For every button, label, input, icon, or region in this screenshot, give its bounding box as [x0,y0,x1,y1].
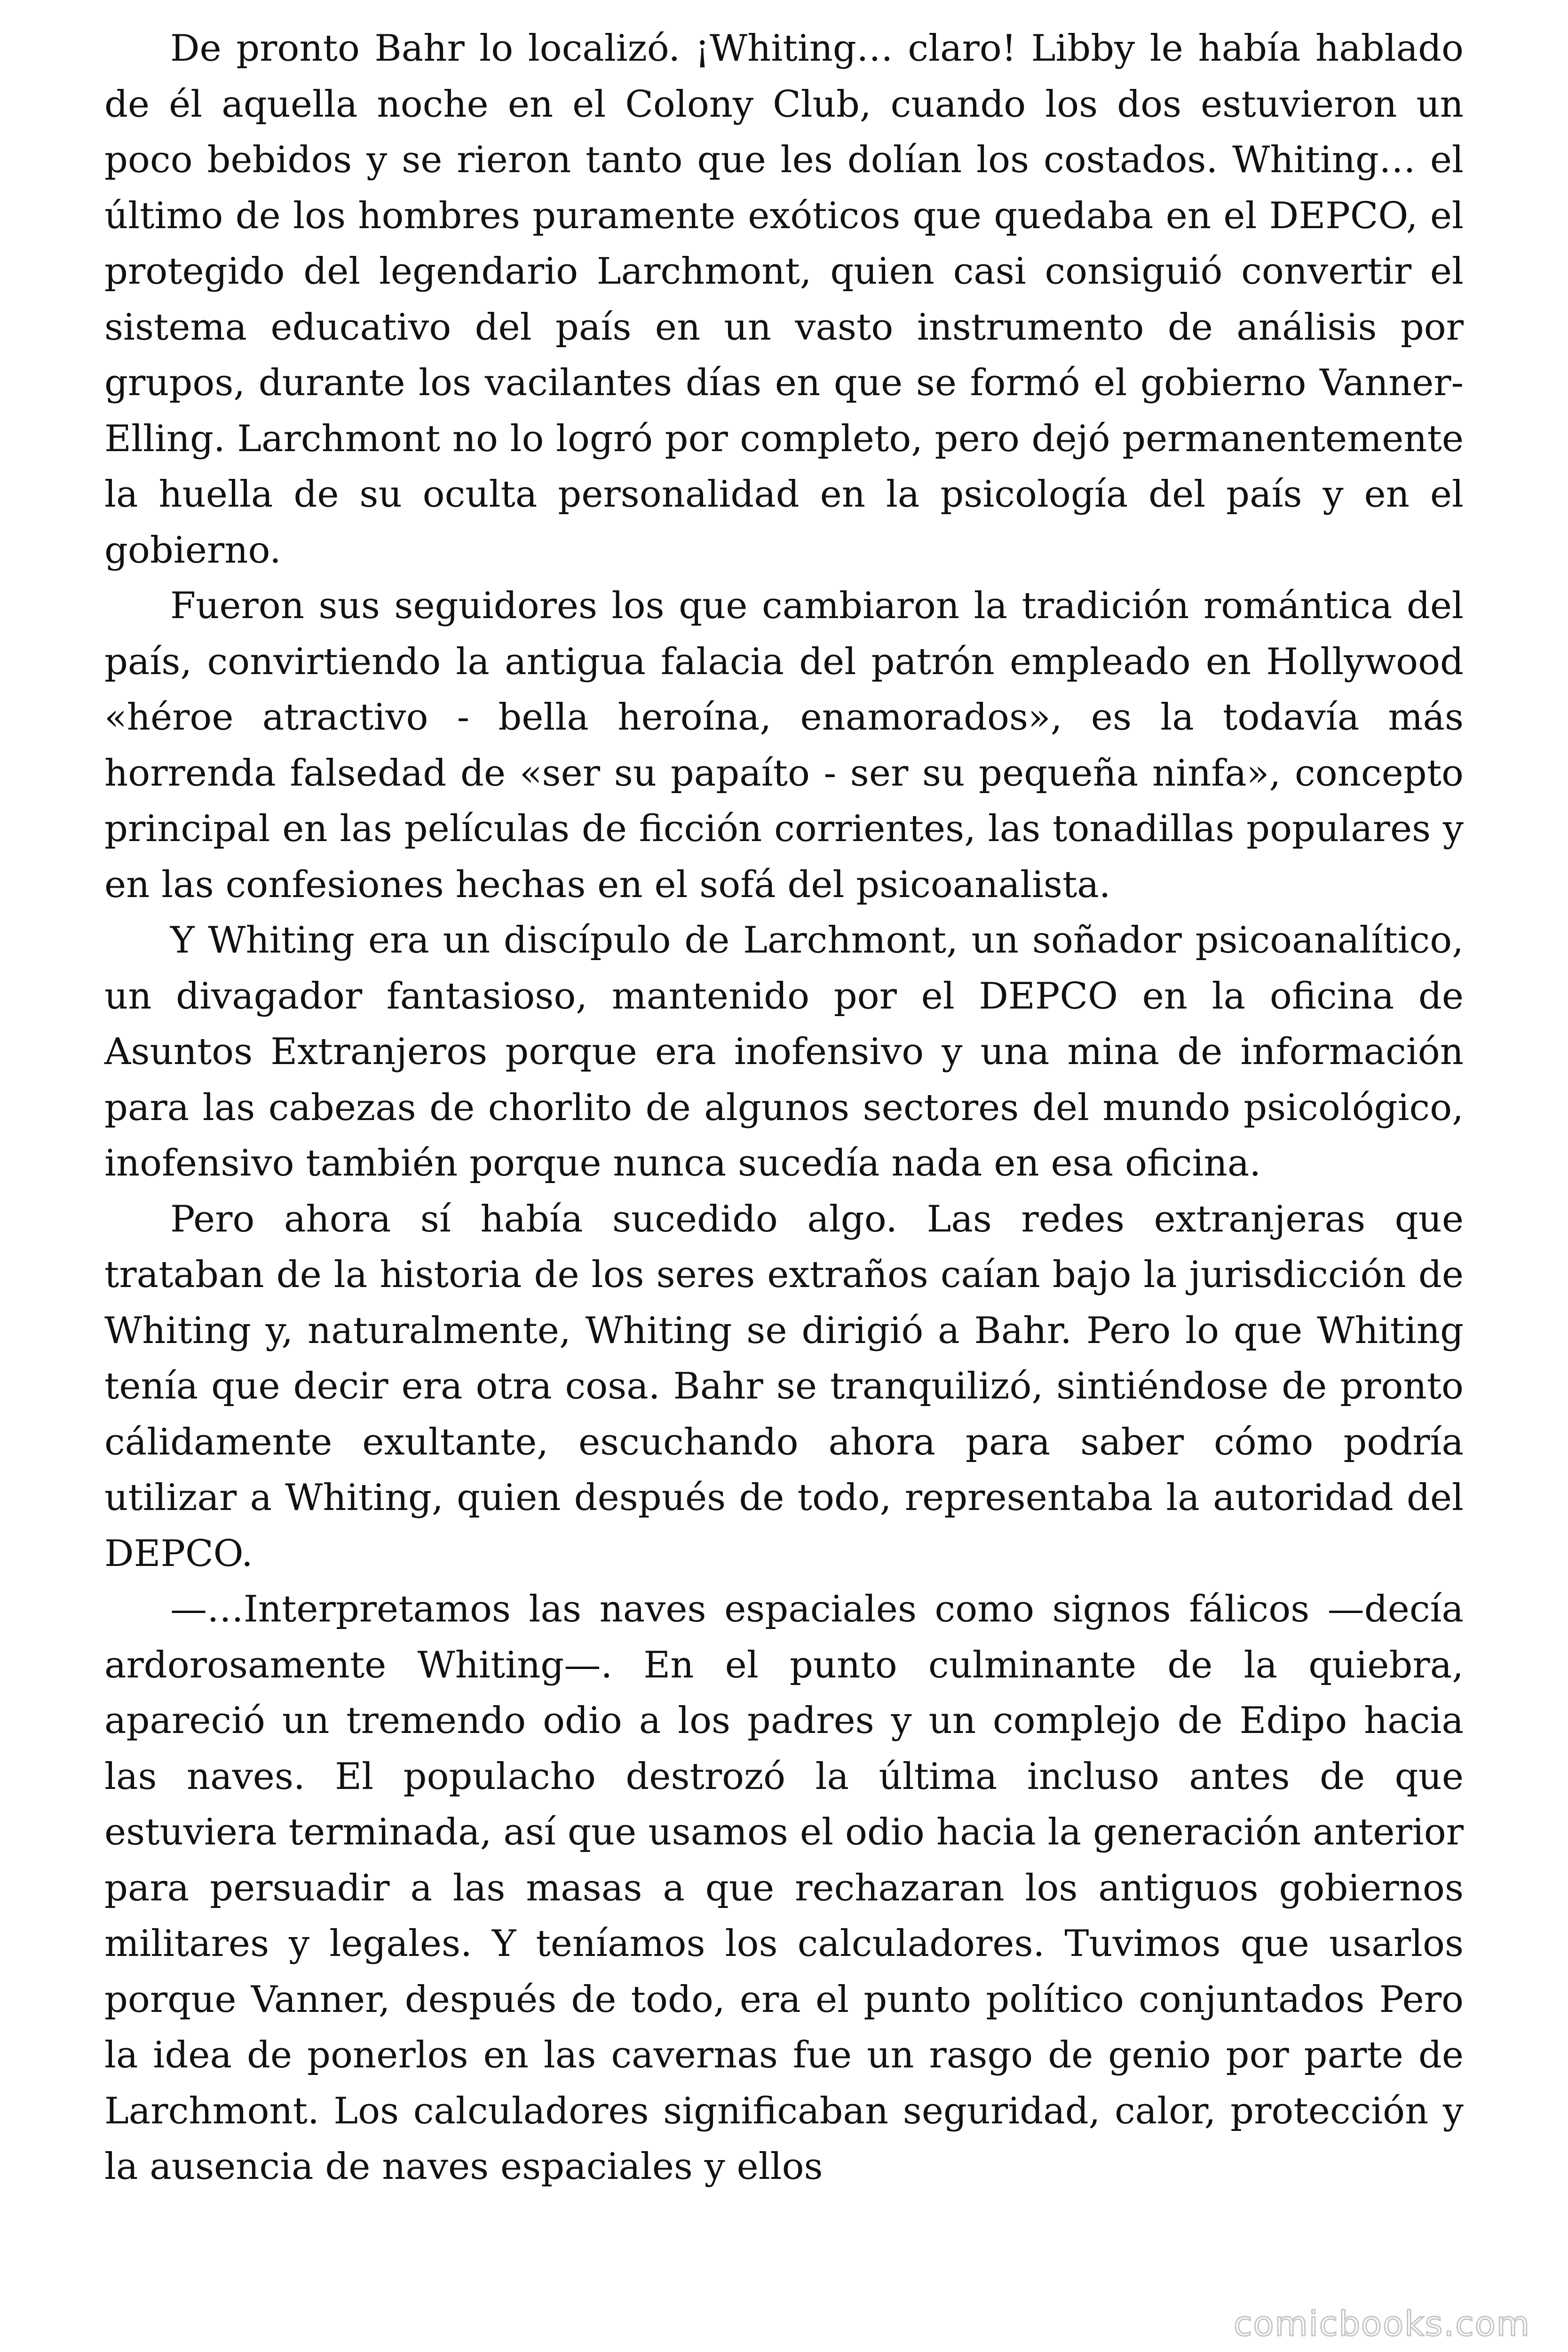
paragraph-3: Y Whiting era un discípulo de Larchmont, un soñador psicoanalítico, un divagador fantasioso, mantenido por el DEPCO en la oficina de Asuntos Extranjeros porque era inofensivo y una mina de información para las cabezas de chorlito de algunos sectores del mundo psicológico, inofensivo también porque nunca sucedía nada en esa oficina. [104,919,1464,1184]
paragraph-2: Fueron sus seguidores los que cambiaron la tradición romántica del país, convirtiendo la antigua falacia del patrón empleado en Hollywood «héroe atractivo - bella heroína, enamorados», es la todavía más horrenda falsedad de «ser su papaíto - ser su pequeña ninfa», concepto principal en las películas de ficción corrientes, las tonadillas populares y en las confesiones hechas en el sofá del psicoanalista. [104,585,1464,906]
book-page [104,21,1464,2195]
watermark: comicbooks.com [1233,2304,1530,2344]
paragraph-4: Pero ahora sí había sucedido algo. Las redes extranjeras que trataban de la historia de los seres extraños caían bajo la jurisdicción de Whiting y, naturalmente, Whiting se dirigió a Bahr. Pero lo que Whiting tenía que decir era otra cosa. Bahr se tranquilizó, sintiéndose de pronto cálidamente exultante, escuchando ahora para saber cómo podría utilizar a Whiting, quien después de todo, representaba la autoridad del DEPCO. [104,1198,1464,1575]
paragraph-5: —…Interpretamos las naves espaciales como signos fálicos —decía ardorosamente Whiting—. En el punto culminante de la quiebra, apareció un tremendo odio a los padres y un complejo de Edipo hacia las naves. El populacho destrozó la última incluso antes de que estuviera terminada, así que usamos el odio hacia la generación anterior para persuadir a las masas a que rechazaran los antiguos gobiernos militares y legales. Y teníamos los calculadores. Tuvimos que usarlos porque Vanner, después de todo, era el punto político conjuntados Pero la idea de ponerlos en las cavernas fue un rasgo de genio por parte de Larchmont. Los calculadores significaban seguridad, calor, protección y la ausencia de naves espaciales y ellos [104,1588,1464,2188]
paragraph-1: De pronto Bahr lo localizó. ¡Whiting… claro! Libby le había hablado de él aquella noche en el Colony Club, cuando los dos estuvieron un poco bebidos y se rieron tanto que les dolían los costados. Whiting… el último de los hombres puramente exóticos que quedaba en el DEPCO, el protegido del legendario Larchmont, quien casi consiguió convertir el sistema educativo del país en un vasto instrumento de análisis por grupos, durante los vacilantes días en que se formó el gobierno Vanner-Elling. Larchmont no lo logró por completo, pero dejó permanentemente la huella de su oculta personalidad en la psicología del país y en el gobierno. [104,27,1464,572]
